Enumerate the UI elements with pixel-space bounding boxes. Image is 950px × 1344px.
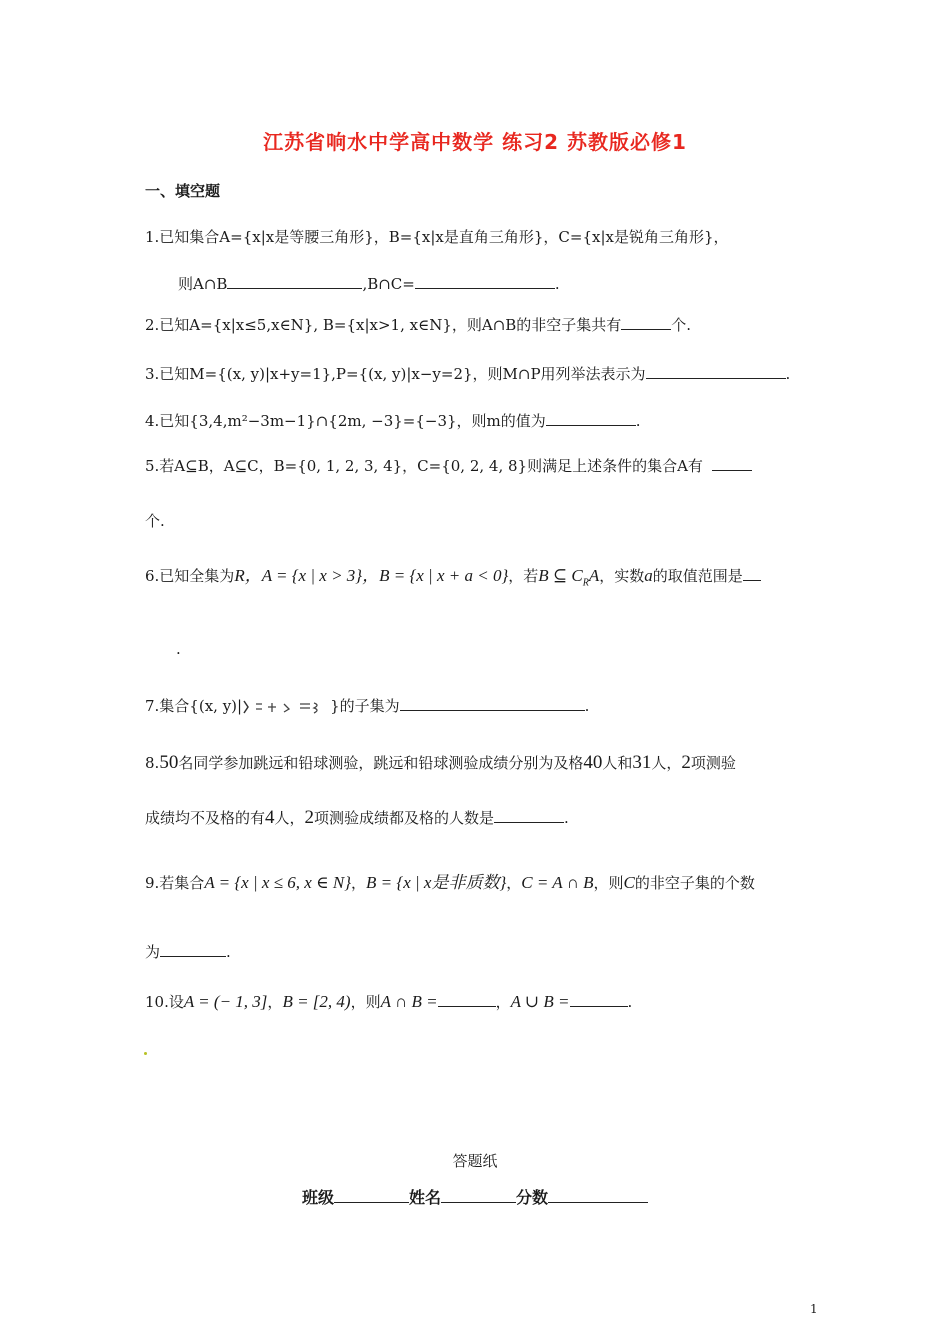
question-2: 2.已知A={x|x≤5,x∈N}, B={x|x>1, x∈N}，则A∩B的非空子集共有 个. xyxy=(145,313,691,336)
question-5-tail: 个. xyxy=(145,512,165,530)
answer-blank[interactable] xyxy=(712,454,752,471)
question-7: 7.集合{(x, y)| }的子集为 . xyxy=(145,694,589,717)
question-6: 6.已知全集为R，A = {x | x > 3}，B = {x | x + a < 0}，若B ⊆ $C_RA$，实数a的取值范围是 xyxy=(145,564,761,594)
answer-blank[interactable] xyxy=(438,990,496,1007)
score-field[interactable] xyxy=(548,1186,648,1203)
question-5: 5.若A⊆B，A⊆C，B={0, 1, 2, 3, 4}，C={0, 2, 4, 8}则满足上述条件的集合A有 xyxy=(145,454,752,477)
name-label: 姓名 xyxy=(408,1188,441,1207)
question-9-line-1: 9.若集合A = {x | x ≤ 6, x ∈ N}，B = {x | x是非质数}，C = A ∩ B，则C的非空子集的个数 xyxy=(145,873,755,892)
class-label: 班级 xyxy=(301,1188,334,1207)
answer-blank[interactable] xyxy=(227,272,362,289)
answer-sheet-title: 答题纸 xyxy=(452,1152,498,1170)
answer-blank[interactable] xyxy=(415,272,555,289)
answer-blank[interactable] xyxy=(160,940,226,957)
question-6-tail: . xyxy=(176,640,181,658)
answer-blank[interactable] xyxy=(494,806,564,823)
answer-blank[interactable] xyxy=(546,409,636,426)
answer-blank[interactable] xyxy=(400,694,585,711)
answer-blank[interactable] xyxy=(570,990,628,1007)
answer-sheet-fields xyxy=(0,1185,950,1208)
page-number: 1 xyxy=(810,1302,818,1316)
answer-blank[interactable] xyxy=(646,362,786,379)
question-4: 4.已知{3,4,m²−3m−1}∩{2m, −3}={−3}，则m的值为 . xyxy=(145,409,641,432)
question-8-line-1: 8.50名同学参加跳远和铅球测验，跳远和铅球测验成绩分别为及格40人和31人，2项测验 xyxy=(145,752,736,773)
question-8-line-2: 成绩均不及格的有4人，2项测验成绩都及格的人数是 . xyxy=(145,807,569,828)
answer-blank[interactable] xyxy=(621,313,671,330)
question-3: 3.已知M={(x, y)|x+y=1},P={(x, y)|x−y=2}，则M∩P用列举法表示为 . xyxy=(145,362,790,385)
score-label: 分数 xyxy=(516,1188,549,1207)
name-field[interactable] xyxy=(441,1186,516,1203)
question-1-line-1: 1.已知集合A={x|x是等腰三角形}，B={x|x是直角三角形}，C={x|x是锐角三角形}， xyxy=(145,228,729,246)
answer-blank[interactable] xyxy=(743,564,761,581)
section-heading: 一、填空题 xyxy=(145,182,221,200)
system-equation-image xyxy=(242,699,330,715)
page-title: 江苏省响水中学高中数学 练习2 苏教版必修1 xyxy=(263,130,687,154)
class-field[interactable] xyxy=(334,1186,409,1203)
question-9-line-2: 为 . xyxy=(145,940,231,963)
question-10: 10.设A = (− 1, 3]，B = [2, 4)，则A ∩ B = ，A ∪ B = . xyxy=(145,992,633,1011)
speck-mark xyxy=(144,1052,147,1055)
question-1-line-2: 则A∩B ,B∩C= . xyxy=(178,272,560,295)
